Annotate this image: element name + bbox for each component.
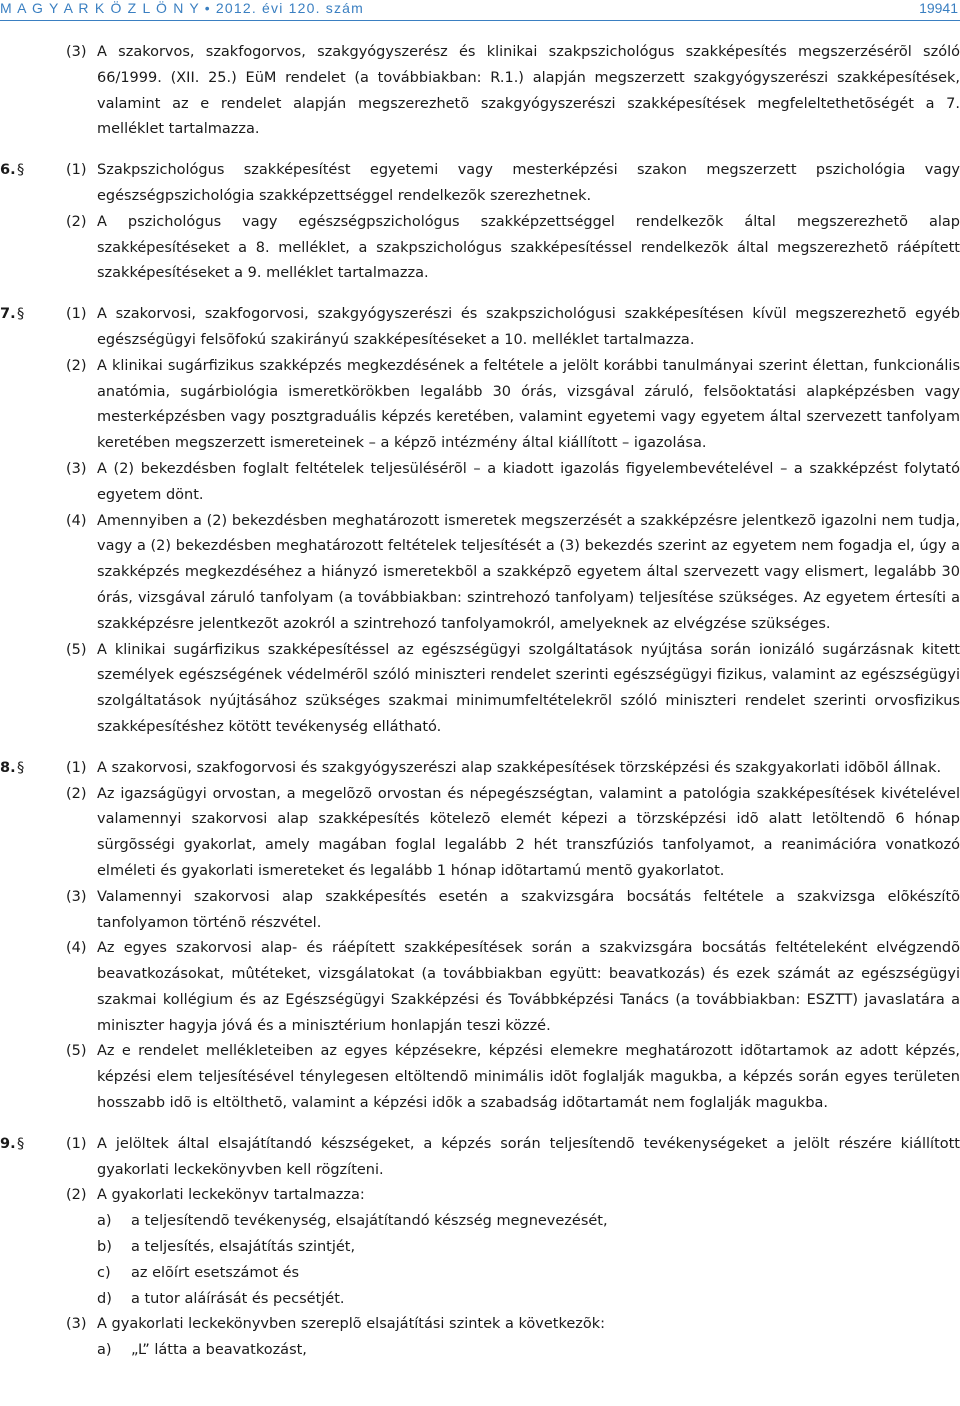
paragraph xyxy=(0,782,960,885)
paragraph xyxy=(0,354,960,457)
list-item-letter: c) xyxy=(97,1264,111,1281)
paragraph-number: (3) xyxy=(66,888,87,905)
list-item-text: a teljesítés, elsajátítás szintjét, xyxy=(131,1239,356,1256)
paragraph xyxy=(0,638,960,741)
list-item-text: „L” látta a beavatkozást, xyxy=(131,1342,307,1359)
list-item xyxy=(0,1261,960,1287)
paragraph-text: Szakpszichológus szakképesítést egyetemi vagy mesterképzési szakon megszerzett pszichológia vagy egészségpszichológia szakképzettséggel rendelkezõk szerezhetnek. xyxy=(97,162,960,204)
section-sign: § xyxy=(17,759,25,776)
section-number: 7. xyxy=(0,306,16,323)
paragraph-text: A pszichológus vagy egészségpszichológus szakképzettséggel rendelkezõk által megszerezhetõ alap szakképesítéseket a 8. melléklet, a szakpszichológus szakképesítéssel rendelkezõk által megszerezhetõ ráépített szakképesítéseket a 9. melléklet tartalmazza. xyxy=(97,213,960,282)
paragraph-text: Az egyes szakorvosi alap- és ráépített szakképesítések során a szakvizsgára bocsátás feltételeként elvégzendõ beavatkozásokat, mûtéteket, vizsgálatokat (a továbbiakban együtt: beavatkozás) és ezek számát az egészségügyi szakmai kollégium és az Egészségügyi Szakképzési és Továbbképzési Tanács (a továbbiakban: ESZTT) javaslatára a miniszter hagyja jóvá és a minisztérium honlapján teszi közzé. xyxy=(97,940,960,1034)
paragraph xyxy=(0,40,960,143)
paragraph xyxy=(0,457,960,509)
page-header xyxy=(0,0,960,22)
paragraph-text: Az e rendelet mellékleteiben az egyes képzésekre, képzési elemekre meghatározott idõtartamok az adott képzés, képzési elem teljesítésével ténylegesen eltöltendõ minimális idõt foglalják magukba, a képzés során egyes területen hosszabb idõ is eltölthetõ, valamint a képzési idõk a szabadság idõtartamát nem foglalják magukba. xyxy=(97,1043,960,1112)
list-item-letter: a) xyxy=(97,1213,112,1230)
header-divider xyxy=(0,20,960,21)
list-item xyxy=(0,1287,960,1313)
list-item xyxy=(0,1338,960,1364)
paragraph xyxy=(0,509,960,638)
paragraph-number: (3) xyxy=(66,44,87,60)
list-item-letter: b) xyxy=(97,1239,112,1256)
paragraph-number: (1) xyxy=(66,759,87,776)
section-6 xyxy=(0,158,960,287)
paragraph-number: (5) xyxy=(66,641,87,658)
section-7 xyxy=(0,302,960,741)
paragraph xyxy=(0,756,960,782)
section-number: 6. xyxy=(0,162,16,179)
list-item-letter: a) xyxy=(97,1342,112,1359)
paragraph-text: A szakorvosi, szakfogorvosi, szakgyógyszerészi és szakpszichológusi szakképesítésen kívül megszerezhetõ egyéb egészségügyi felsõfokú szakirányú szakképesítéseket a 10. melléklet tartalmazza. xyxy=(97,306,960,348)
paragraph xyxy=(0,210,960,287)
section-number: 9. xyxy=(0,1135,16,1152)
paragraph xyxy=(0,1039,960,1116)
paragraph-number: (4) xyxy=(66,512,87,529)
paragraph xyxy=(0,1183,960,1209)
paragraph-text: A klinikai sugárfizikus szakképesítéssel az egészségügyi szolgáltatások nyújtása során ionizáló sugárzásnak kitett személyek egészségének védelmérõl szóló miniszteri rendelet szerinti egészségügyi fizikus, valamint az egészségügyi szolgáltatások nyújtásához szükséges szakmai minimumfeltételekrõl szóló miniszteri rendelet szerinti orvosfizikus szakképesítéshez kötött tevékenység ellátható. xyxy=(97,641,960,735)
paragraph-number: (5) xyxy=(66,1043,87,1060)
list-item xyxy=(0,1235,960,1261)
paragraph-text: A szakorvos, szakfogorvos, szakgyógyszerész és klinikai szakpszichológus szakképesítés megszerzésérõl szóló 66/1999. (XII. 25.) EüM rendelet (a továbbiakban: R.1.) alapján megszerzett szakgyógyszerészi szakképesítések, valamint az e rendelet alapján megszerezhetõ szakgyógyszerészi szakképesítések megfeleltethetõségét a 7. melléklet tartalmazza. xyxy=(97,44,960,138)
paragraph-number: (4) xyxy=(66,940,87,957)
paragraph-number: (2) xyxy=(66,213,87,230)
paragraph-text: Az igazságügyi orvostan, a megelõzõ orvostan és népegészségtan, valamint a patológia szakképesítések kivételével valamennyi szakorvosi alap szakképesítés kötelezõ elemét képezi a törzsképzési idõ alatt letöltendõ 6 hónap sürgõsségi gyakorlat, amely magában foglal legalább 2 hét transzfúziós tanfolyamot, a reanimációra vonatkozó elméleti és gyakorlati ismereteket és legalább 1 hónap idõtartamú mentõ gyakorlatot. xyxy=(97,785,960,879)
journal-title: M A G Y A R K Ö Z L Ö N Y • 2012. évi 120. szám xyxy=(0,0,365,16)
paragraph-text: A gyakorlati leckekönyv tartalmazza: xyxy=(97,1187,365,1204)
paragraph xyxy=(0,936,960,1039)
list-item-letter: d) xyxy=(97,1290,112,1307)
paragraph-text: A jelöltek által elsajátítandó készségeket, a képzés során teljesítendõ tevékenységeket a jelölt részére kiállított gyakorlati leckekönyvben kell rögzíteni. xyxy=(97,1135,960,1178)
section-9 xyxy=(0,1132,960,1364)
paragraph-number: (3) xyxy=(66,460,87,477)
paragraph-number: (2) xyxy=(66,357,87,374)
section-8 xyxy=(0,756,960,1117)
list-item-text: a tutor aláírását és pecsétjét. xyxy=(131,1290,345,1307)
list-item-text: a teljesítendõ tevékenység, elsajátítandó készség megnevezését, xyxy=(131,1213,608,1230)
paragraph-text: A (2) bekezdésben foglalt feltételek teljesülésérõl – a kiadott igazolás figyelembevételével – a szakképzést folytató egyetem dönt. xyxy=(97,460,960,503)
paragraph-number: (1) xyxy=(66,162,87,179)
list-item-text: az elõírt esetszámot és xyxy=(131,1264,300,1281)
paragraph-text: Valamennyi szakorvosi alap szakképesítés esetén a szakvizsgára bocsátás feltétele a szakvizsga elõkészítõ tanfolyamon történõ részvétel. xyxy=(97,888,960,931)
paragraph xyxy=(0,158,960,210)
paragraph-number: (3) xyxy=(66,1316,87,1333)
paragraph-text: A klinikai sugárfizikus szakképzés megkezdésének a feltétele a jelölt korábbi tanulmányai szerint élettan, funkcionális anatómia, sugárbiológia ismeretkörökben legalább 30 órás, vizsgával záruló, felsõoktatási alapképzésben vagy mesterképzésben vagy posztgraduális képzés keretében, valamint egyetemi vagy egyetem által szervezett tanfolyam keretében megszerzett ismereteinek – a képzõ intézmény által kiállított – igazolása. xyxy=(97,357,960,452)
section-number: 8. xyxy=(0,759,16,776)
document-body xyxy=(0,40,960,1379)
paragraph xyxy=(0,885,960,937)
page-number: 19941 xyxy=(919,0,958,16)
section-sign: § xyxy=(17,162,25,179)
section-continuation xyxy=(0,40,960,143)
paragraph-number: (1) xyxy=(66,306,87,323)
section-sign: § xyxy=(17,1135,25,1152)
paragraph-number: (2) xyxy=(66,1187,87,1204)
paragraph xyxy=(0,1312,960,1338)
paragraph xyxy=(0,1132,960,1184)
paragraph-number: (2) xyxy=(66,785,87,802)
list-item xyxy=(0,1209,960,1235)
section-sign: § xyxy=(17,306,25,323)
paragraph xyxy=(0,302,960,354)
paragraph-text: A szakorvosi, szakfogorvosi és szakgyógyszerészi alap szakképesítések törzsképzési és szakgyakorlati idõbõl állnak. xyxy=(97,759,942,776)
paragraph-number: (1) xyxy=(66,1135,87,1152)
paragraph-text: A gyakorlati leckekönyvben szereplõ elsajátítási szintek a következõk: xyxy=(97,1316,606,1333)
paragraph-text: Amennyiben a (2) bekezdésben meghatározott ismeretek megszerzését a szakképzésre jelentkezõ igazolni nem tudja, vagy a (2) bekezdésben meghatározott feltételek teljesítését a (3) bekezdés szerint az egyetem nem fogadja el, úgy a szakképzés megkezdéséhez a hiányzó ismeretekbõl a szakképzõ egyetem által szervezett vagy elismert, legalább 30 órás, vizsgával záruló tanfolyam (a továbbiakban: szintrehozó tanfolyam) teljesítése szükséges. Az egyetem értesíti a szakképzésre jelentkezõt azokról a szintrehozó tanfolyamokról, amelyeknek az elvégzése szükséges. xyxy=(97,512,960,632)
